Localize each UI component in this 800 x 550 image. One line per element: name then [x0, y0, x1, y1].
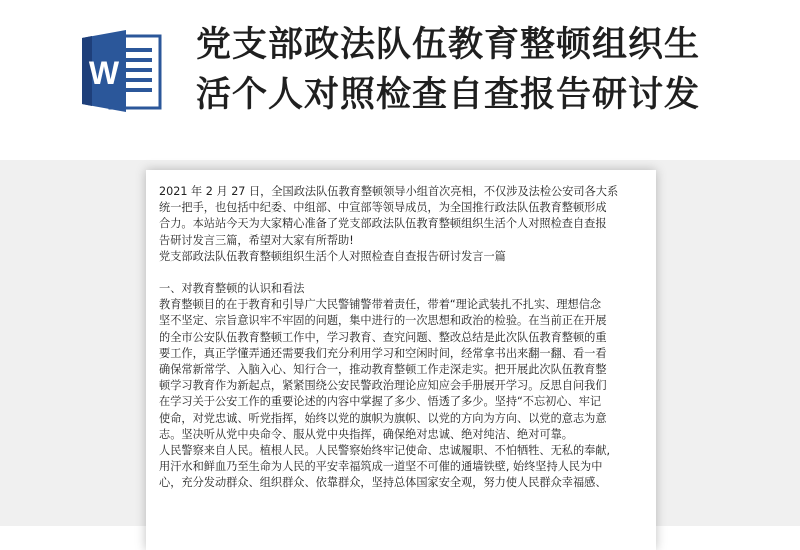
document-line: 用汗水和鲜血乃至生命为人民的平安幸福筑成一道坚不可催的通墙铁壁, 始终坚持人民为中	[159, 460, 603, 474]
document-line: 要工作，真正学懂弄通还需要我们充分利用学习和空闲时间，经常拿书出来翻一翻、看一看	[159, 346, 607, 360]
document-body	[159, 184, 649, 492]
document-line: 使命，对党忠诚、听党指挥，始终以党的旗帜为旗帜、以党的方向为方向、以党的意志为意	[159, 411, 607, 425]
document-line: 确保常新常学、入脑入心、知行合一，推动教育整顿工作走深走实。把开展此次队伍教育整	[159, 363, 607, 377]
document-line: 的全市公安队伍教育整顿工作中，学习教育、查究问题、整改总结是此次队伍教育整顿的重	[159, 330, 607, 344]
document-page	[146, 170, 656, 550]
document-line: 顿学习教育作为新起点，紧紧围绕公安民警政治理论应知应会手册展开学习。反思自问我们	[159, 379, 607, 393]
header	[0, 0, 800, 160]
document-line: 坚不坚定、宗旨意识牢不牢固的问题，集中进行的一次思想和政治的检验。在当前正在开展	[159, 314, 607, 328]
document-line: 党支部政法队伍教育整顿组织生活个人对照检查自查报告研讨发言一篇	[159, 249, 506, 263]
document-line: 合力。本站站今天为大家精心准备了党支部政法队伍教育整顿组织生活个人对照检查自查报	[159, 217, 607, 231]
document-line: 统一把手，也包括中纪委、中组部、中宣部等领导成员，为全国推行政法队伍教育整顿形成	[159, 201, 607, 215]
document-line: 教育整顿目的在于教育和引导广大民警铺警带着责任，带着“理论武装扎不扎实、理想信念	[159, 298, 602, 312]
title-line-2: 活个人对照检查自查报告研讨发	[196, 75, 701, 115]
page-title	[196, 20, 786, 120]
document-line: 2021 年 2 月 27 日，全国政法队伍教育整顿领导小组首次亮相，不仅涉及法检公安司各大系	[159, 185, 619, 198]
document-line: 告研讨发言三篇，希望对大家有所帮助!	[159, 233, 354, 247]
document-line: 在学习关于公安工作的重要论述的内容中掌握了多少、悟透了多少。坚持“不忘初心、牢记	[159, 395, 602, 409]
document-line: 志。坚决听从党中央命令、服从党中央指挥，确保绝对忠诚、绝对纯洁、绝对可靠。	[159, 427, 573, 441]
paragraph-spacer	[159, 265, 649, 281]
word-icon-letter: W	[88, 55, 120, 91]
word-document-icon	[80, 28, 164, 114]
document-line: 心，充分发动群众、组织群众、依靠群众，坚持总体国家安全观，努力使人民群众幸福感、	[159, 476, 607, 490]
document-line: 人民警察来自人民。植根人民。人民警察始终牢记使命、忠诚履职、不怕牺牲、无私的奉献,	[159, 444, 611, 458]
title-line-1: 党支部政法队伍教育整顿组织生	[196, 25, 701, 65]
document-line: 一、对教育整顿的认识和看法	[159, 282, 305, 296]
